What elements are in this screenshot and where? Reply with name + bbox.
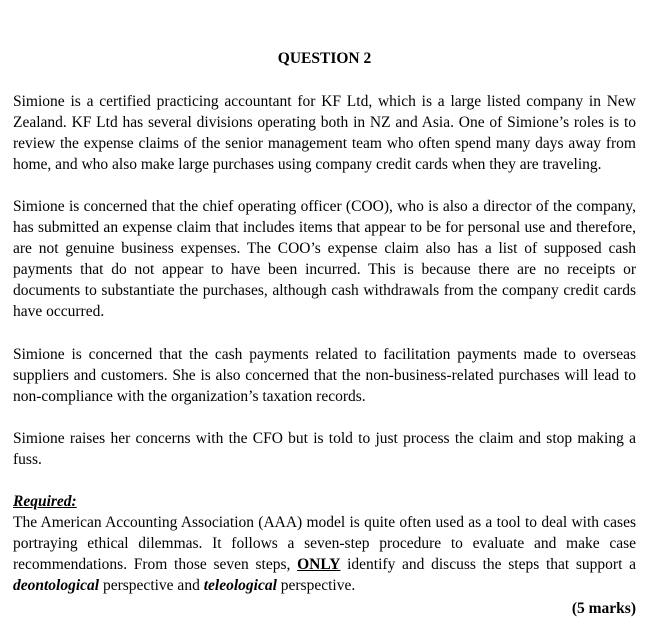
marks-label: (5 marks): [571, 600, 636, 617]
teleological-term: teleological: [203, 577, 277, 594]
paragraph-4: Simione raises her concerns with the CFO but is told to just process the claim and stop making a fuss.: [13, 430, 636, 468]
required-label: Required:: [13, 493, 77, 510]
deontological-term: deontological: [13, 577, 100, 594]
required-text-2: identify and discuss the steps that support a: [340, 556, 636, 573]
paragraph-3: Simione is concerned that the cash payments related to facilitation payments made to overseas suppliers and customers. She is also concerned that the non-business-related purchases will lead to non-compliance with the organization’s taxation records.: [13, 346, 636, 405]
question-title: QUESTION 2: [277, 50, 372, 67]
only-emphasis: ONLY: [297, 556, 341, 573]
required-text-1: The American Accounting Association (AAA) model is quite often used as a tool to deal with cases portraying ethical dilemmas. It follows a seven-step procedure to evaluate and make case recommendations. From those seven steps,: [13, 514, 636, 573]
paragraph-1: Simione is a certified practicing accountant for KF Ltd, which is a large listed company in New Zealand. KF Ltd has several divisions operating both in NZ and Asia. One of Simione’s roles is to review the expense claims of the senior management team who often spend many days away from home, and who also make large purchases using company credit cards when they are traveling.: [13, 93, 636, 173]
required-text-3: perspective and: [99, 577, 204, 594]
required-section: [13, 491, 636, 596]
paragraph-2: Simione is concerned that the chief operating officer (COO), who is also a director of the company, has submitted an expense claim that includes items that appear to be for personal use and therefore, are not genuine business expenses. The COO’s expense claim also has a list of supposed cash payments that do not appear to have been incurred. This is because there are no receipts or documents to substantiate the purchases, although cash withdrawals from the company credit cards have occurred.: [13, 198, 636, 320]
required-text-4: perspective.: [276, 577, 356, 594]
